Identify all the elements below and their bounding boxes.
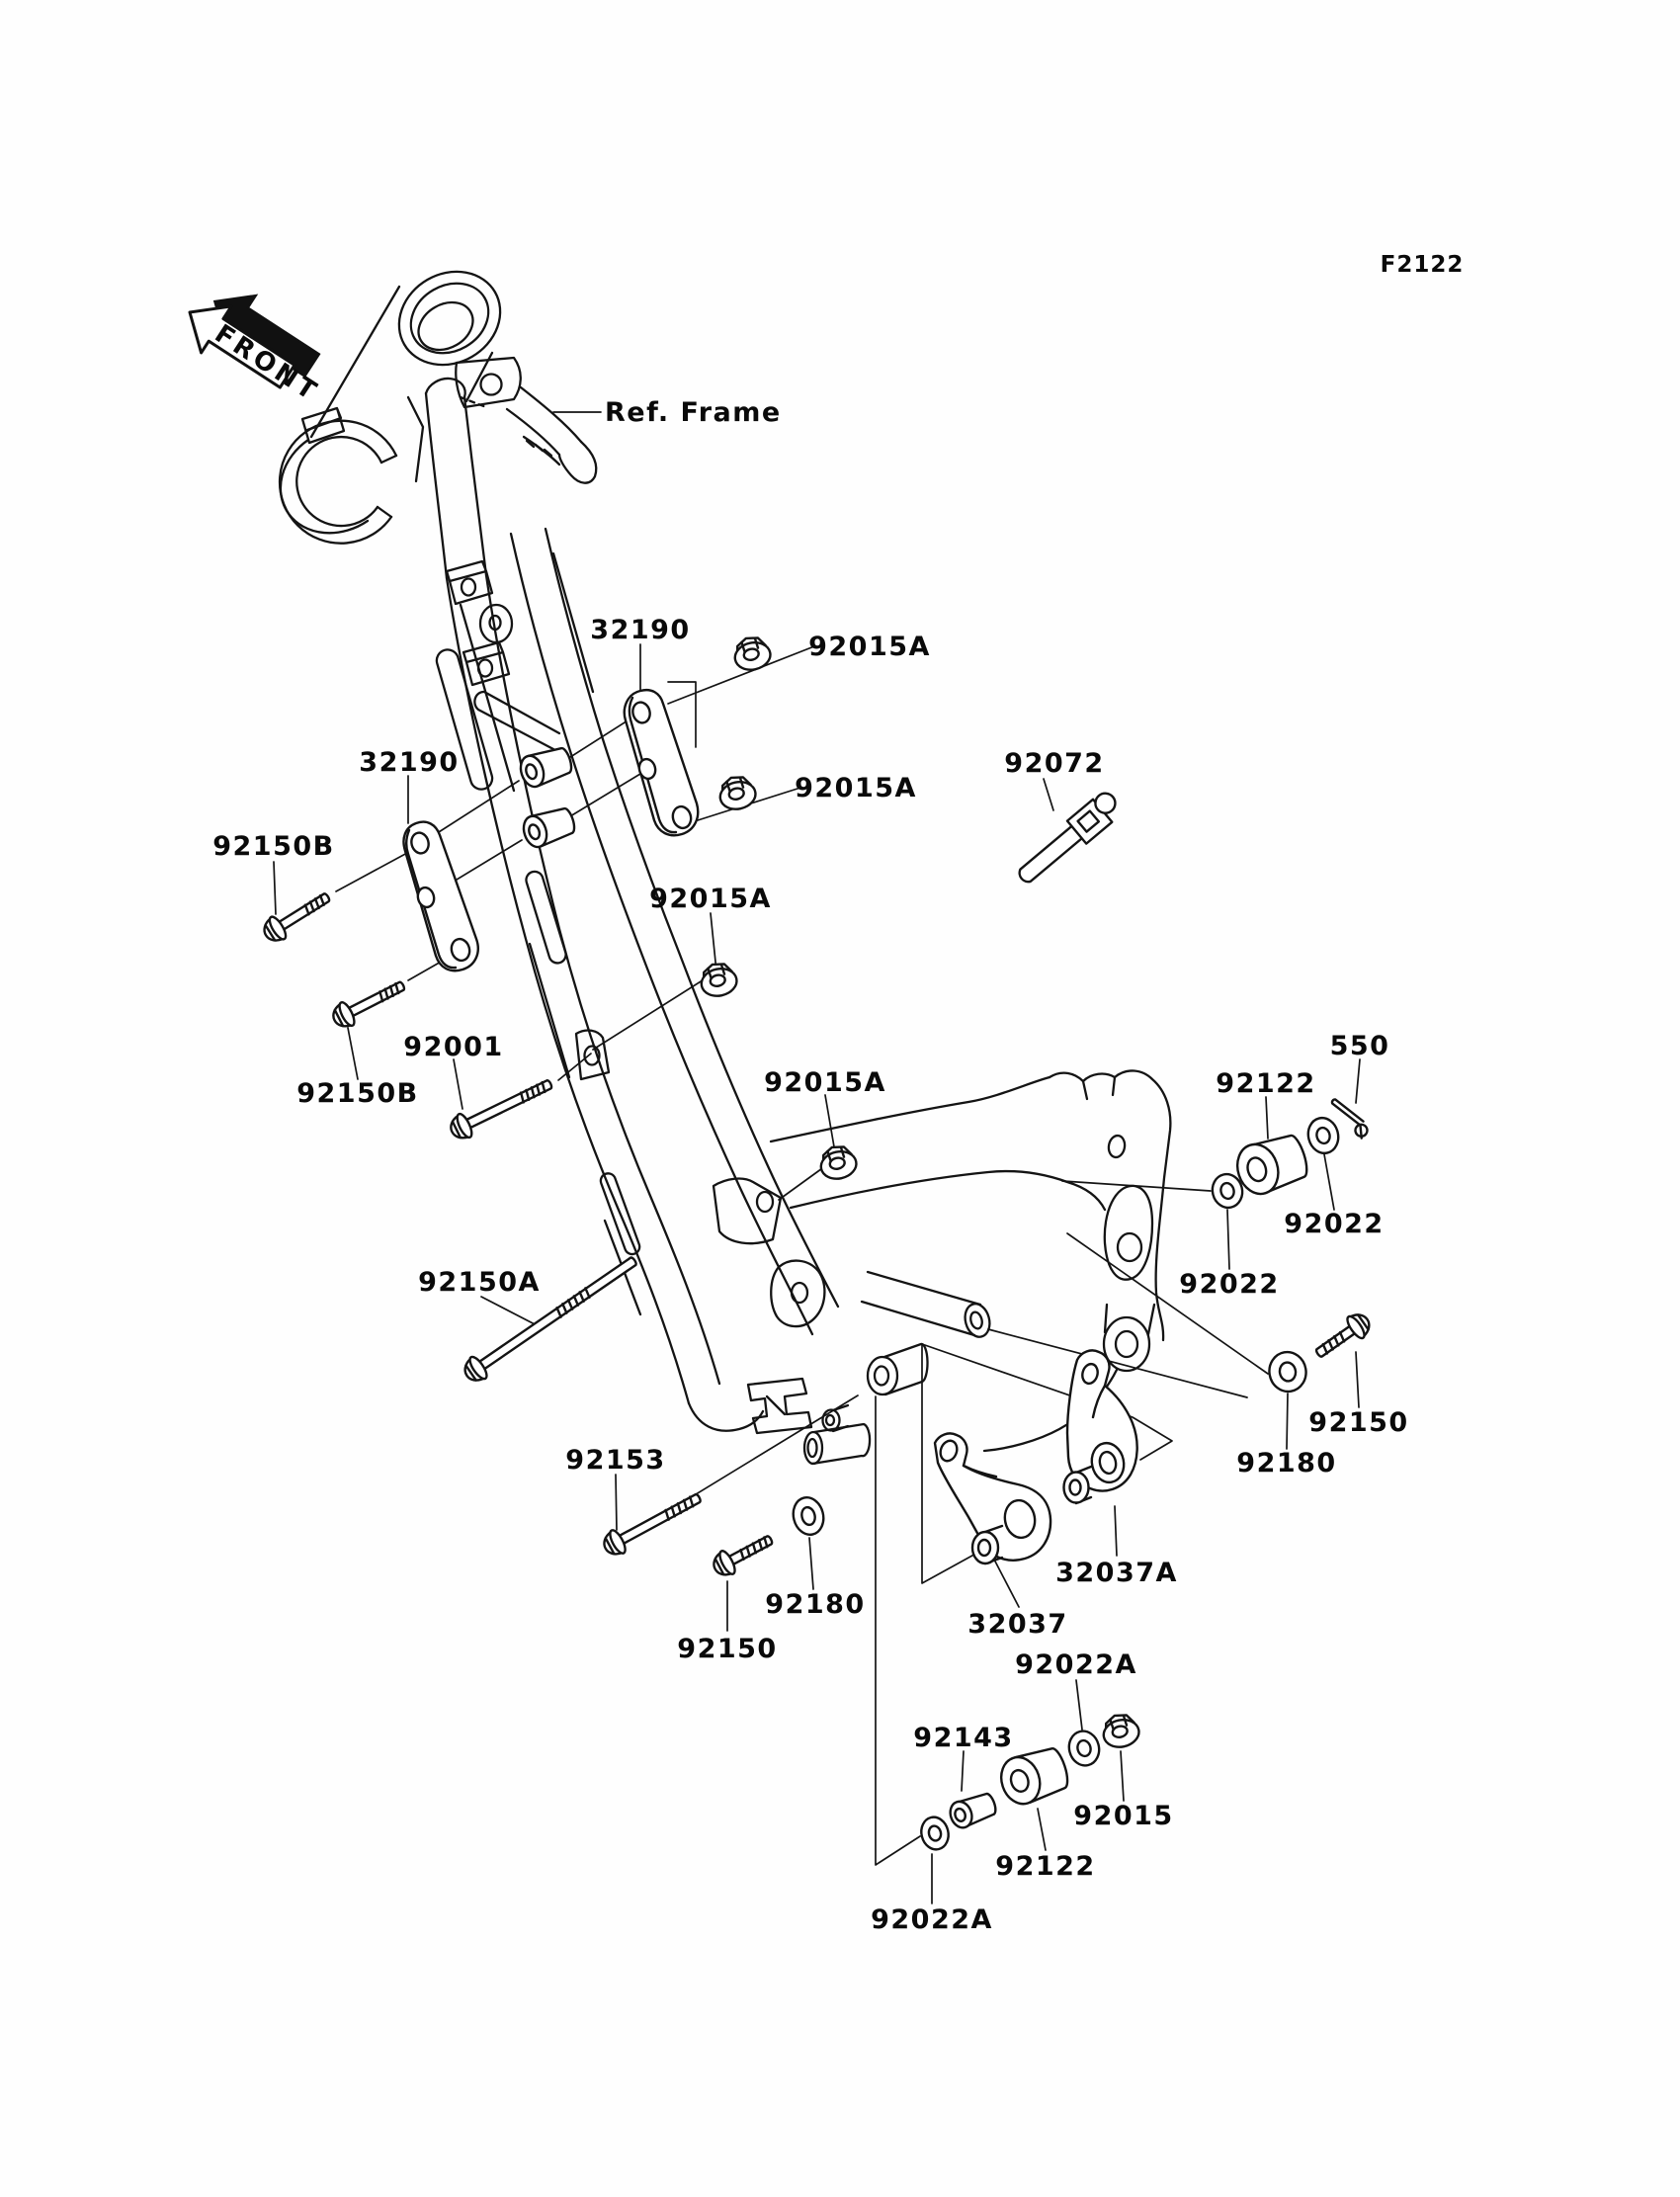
flange-bolt-icon [1310, 1309, 1375, 1364]
part-label-92153: 92153 [565, 1445, 666, 1476]
clamp-band-icon [1012, 789, 1125, 890]
figure-code: F2122 [1380, 252, 1465, 278]
washer-icon [790, 1494, 827, 1538]
part-label-92022-left: 92022 [1179, 1269, 1280, 1300]
part-label-32037: 32037 [967, 1609, 1068, 1640]
flange-bolt-icon [259, 886, 335, 946]
flanged-nut-icon [1100, 1712, 1141, 1750]
part-label-92022A-lower: 92022A [871, 1904, 993, 1935]
washer-icon [918, 1815, 952, 1853]
washer-icon [1065, 1728, 1103, 1768]
part-label-92015: 92015 [1073, 1801, 1174, 1831]
bushing-icon [995, 1743, 1072, 1809]
part-label-32037A: 32037A [1055, 1558, 1178, 1588]
part-label-92150-left: 92150 [677, 1634, 778, 1664]
front-arrow [175, 270, 345, 418]
flanged-nut-icon [716, 774, 758, 812]
collar-icon [947, 1790, 998, 1830]
part-label-92022A-upper: 92022A [1015, 1649, 1137, 1680]
part-label-92022-right: 92022 [1284, 1209, 1385, 1239]
part-label-92015A-second: 92015A [795, 773, 917, 803]
part-label-92150B-lower: 92150B [296, 1078, 419, 1109]
ref-frame-label: Ref. Frame [605, 397, 782, 428]
washer-icon [1304, 1115, 1342, 1156]
part-label-92015A-top: 92015A [808, 632, 931, 662]
bracket-plate-32190-upper-icon [625, 690, 698, 835]
part-label-92180-left: 92180 [765, 1589, 866, 1620]
part-label-550: 550 [1329, 1031, 1390, 1061]
flanged-nut-icon [817, 1143, 859, 1182]
part-label-32190-left: 32190 [359, 747, 460, 778]
part-label-92072: 92072 [1004, 748, 1105, 779]
part-label-92150-right: 92150 [1308, 1407, 1409, 1438]
part-label-32190-upper: 32190 [590, 615, 691, 645]
part-label-92122-lower: 92122 [995, 1851, 1096, 1882]
bracket-plate-32190-left-icon [403, 822, 477, 972]
flanged-nut-icon [698, 961, 739, 999]
frame-boss-icon [517, 744, 574, 790]
flange-bolt-icon [329, 973, 409, 1032]
part-label-92150A: 92150A [418, 1267, 541, 1298]
part-label-92015A-mid: 92015A [649, 884, 772, 914]
engine-bracket-32037-icon [935, 1433, 1050, 1563]
engine-bracket-32037A-icon [1064, 1350, 1137, 1503]
part-label-92015A-fourth: 92015A [764, 1067, 886, 1098]
flange-bolt-icon [710, 1528, 778, 1580]
frame-boss-icon [520, 804, 577, 850]
front-arrow-label: FRONT [209, 318, 325, 408]
flanged-nut-icon [731, 634, 773, 673]
washer-icon [1266, 1349, 1308, 1394]
part-label-92143: 92143 [913, 1723, 1014, 1753]
part-label-92180-right: 92180 [1236, 1448, 1337, 1479]
part-label-92122-upper: 92122 [1216, 1068, 1316, 1099]
leader-long-vertical [876, 1396, 920, 1865]
part-label-92001: 92001 [403, 1032, 504, 1062]
part-label-92150B-upper: 92150B [212, 831, 335, 862]
